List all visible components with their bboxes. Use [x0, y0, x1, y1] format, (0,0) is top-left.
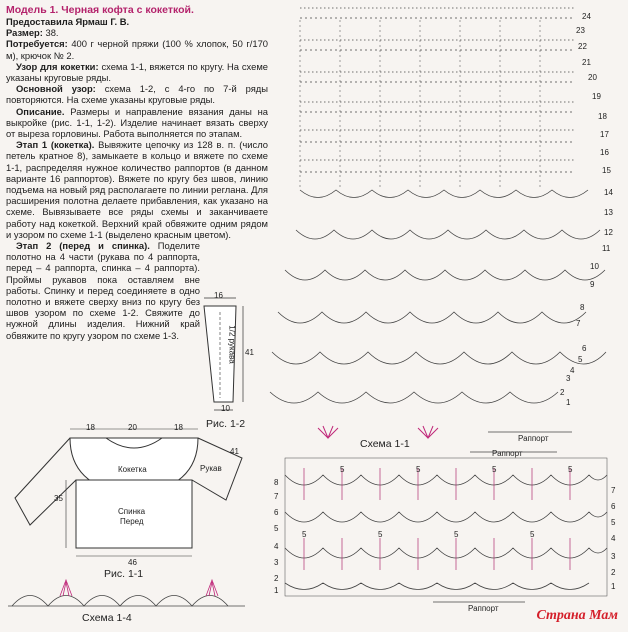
- article-author: Предоставила Ярмаш Г. В.: [6, 16, 130, 27]
- stage1-note: (выделено красным цветом).: [105, 228, 232, 240]
- row-number: 3: [611, 552, 616, 561]
- stage1-label: Этап 1 (кокетка).: [16, 139, 95, 151]
- stitch-count: 5: [492, 465, 497, 474]
- row-number: 19: [592, 92, 601, 101]
- row-number: 24: [582, 12, 591, 21]
- figure-1-1-caption: Рис. 1-1: [104, 568, 144, 580]
- row-number: 5: [611, 518, 616, 527]
- description-label: Описание.: [16, 105, 65, 117]
- stitch-count: 5: [454, 530, 459, 539]
- row-number: 20: [588, 73, 597, 82]
- dim-neck: 20: [128, 423, 137, 432]
- row-number: 18: [598, 112, 607, 121]
- dim-height: 35: [54, 494, 63, 503]
- row-number: 4: [274, 542, 279, 551]
- dim-left-top: 18: [86, 423, 95, 432]
- size-label: Размер:: [6, 27, 43, 39]
- stitch-count: 5: [302, 530, 307, 539]
- yoke-label: Кокетка: [118, 465, 147, 474]
- row-number: 14: [604, 188, 613, 197]
- stitch-count: 5: [530, 530, 535, 539]
- dim-sleeve: 41: [230, 447, 239, 456]
- row-number: 6: [582, 344, 587, 353]
- row-number: 2: [274, 574, 279, 583]
- row-number: 1: [274, 586, 279, 595]
- row-number: 3: [566, 374, 571, 383]
- row-number: 5: [274, 524, 279, 533]
- row-number: 16: [600, 148, 609, 157]
- row-number: 1: [611, 582, 616, 591]
- garment-pattern-shape: [15, 429, 242, 556]
- sleeve-pattern-shape: [204, 298, 243, 410]
- article-title: Модель 1. Черная кофта с кокеткой.: [6, 4, 194, 16]
- row-number: 7: [611, 486, 616, 495]
- materials-text: 400 г черной пряжи (100 % хлопок, 50 г/170 м), крючок № 2.: [6, 38, 269, 61]
- row-number: 3: [274, 558, 279, 567]
- row-number: 17: [600, 130, 609, 139]
- row-number: 4: [570, 366, 575, 375]
- sleeve-length-dim: 41: [245, 348, 254, 357]
- description-text: Размеры и направление вязания даны на выкройке (рис. 1-1, 1-2). Изделие начинает вязать сверху от выреза горловины. Работа выполняется по этапам.: [6, 105, 269, 140]
- scheme-1-2-rapport-bottom: Раппорт: [468, 604, 499, 613]
- row-number: 10: [590, 262, 599, 271]
- row-number: 23: [576, 26, 585, 35]
- stage1-text: Вывяжите цепочку из 128 в. п. (число петель кратное 8), замыкаете в кольцо и вяжете по схеме 1-1, распределяя нужное количество раппортов (в данном варианте 16 раппортов). Вяжете по кругу без швов, линию подъема на новый ряд располагаете по линии реглана. Для расширения полотна делаете прибавления, как указано на схеме. Вывязываете все ряды схемы и заканчиваете работу над кокеткой. Верхний край обвяжите одним рядом и узором по схеме 1-1: [6, 139, 268, 240]
- stage2-text: Поделите полотно на 4 части (рукава по 4 раппорта, перед – 4 раппорта, спинка – 4 раппорта). Проймы рукавов пока оставляем вне работы. Спинку и перед соединяете в одно полотно и вяжете сверху вниз по кругу без швов узором по схеме 1-2. Свяжите до нужной длины изделия. Нижний край обвяжите по кругу узором по схеме 1-3.: [6, 240, 200, 341]
- row-number: 13: [604, 208, 613, 217]
- yoke-red-edging: [318, 426, 438, 438]
- row-number: 21: [582, 58, 591, 67]
- row-number: 2: [611, 568, 616, 577]
- dim-right-top: 18: [174, 423, 183, 432]
- scheme-1-4-caption: Схема 1-4: [82, 612, 132, 624]
- row-number: 5: [578, 355, 583, 364]
- sleeve-top-dim: 16: [214, 291, 223, 300]
- stitch-count: 5: [340, 465, 345, 474]
- dim-bottom: 46: [128, 558, 137, 567]
- row-number: 15: [602, 166, 611, 175]
- stitch-count: 5: [568, 465, 573, 474]
- sleeve-bottom-dim: 10: [221, 404, 230, 413]
- materials-label: Потребуется:: [6, 38, 68, 50]
- row-number: 11: [602, 244, 611, 253]
- back-label: Спинка: [118, 507, 146, 516]
- row-number: 9: [590, 280, 595, 289]
- scheme-1-1-caption: Схема 1-1: [360, 438, 410, 450]
- row-number: 2: [560, 388, 565, 397]
- row-number: 7: [576, 319, 581, 328]
- row-number: 7: [274, 492, 279, 501]
- site-watermark: Страна Мам: [536, 608, 618, 623]
- half-sleeve-label: 1/2 рукава: [227, 325, 237, 364]
- edging-chart-1-4: [8, 596, 245, 607]
- row-number: 1: [566, 398, 571, 407]
- main-chart-shells: [304, 468, 570, 570]
- yoke-pattern-text: схема 1-1, вяжется по кругу. На схеме указаны круговые ряды.: [6, 60, 269, 84]
- main-pattern-text: схема 1-2, с 4-го по 7-й ряды повторяются. На схеме указаны круговые ряды.: [6, 83, 268, 106]
- row-number: 12: [604, 228, 613, 237]
- scheme-1-2-rapport-top: Раппорт: [492, 449, 523, 458]
- figure-1-2-caption: Рис. 1-2: [206, 418, 246, 430]
- stitch-count: 5: [416, 465, 421, 474]
- main-pattern-label: Основной узор:: [16, 83, 96, 95]
- front-label: Перед: [120, 517, 144, 526]
- row-number: 6: [611, 502, 616, 511]
- edging-red-fans: [60, 580, 218, 596]
- row-number: 22: [578, 42, 587, 51]
- row-number: 6: [274, 508, 279, 517]
- main-crochet-chart: [285, 452, 607, 602]
- sleeve-label: Рукав: [200, 464, 222, 473]
- row-number: 4: [611, 534, 616, 543]
- stitch-count: 5: [378, 530, 383, 539]
- stage2-label: Этап 2 (перед и спинка).: [16, 240, 150, 252]
- scheme-1-1-rapport: Раппорт: [518, 434, 549, 443]
- size-value: 38.: [45, 27, 59, 39]
- yoke-pattern-label: Узор для кокетки:: [16, 60, 99, 72]
- row-number: 8: [580, 303, 585, 312]
- row-number: 8: [274, 478, 279, 487]
- yoke-crochet-chart: [270, 8, 606, 432]
